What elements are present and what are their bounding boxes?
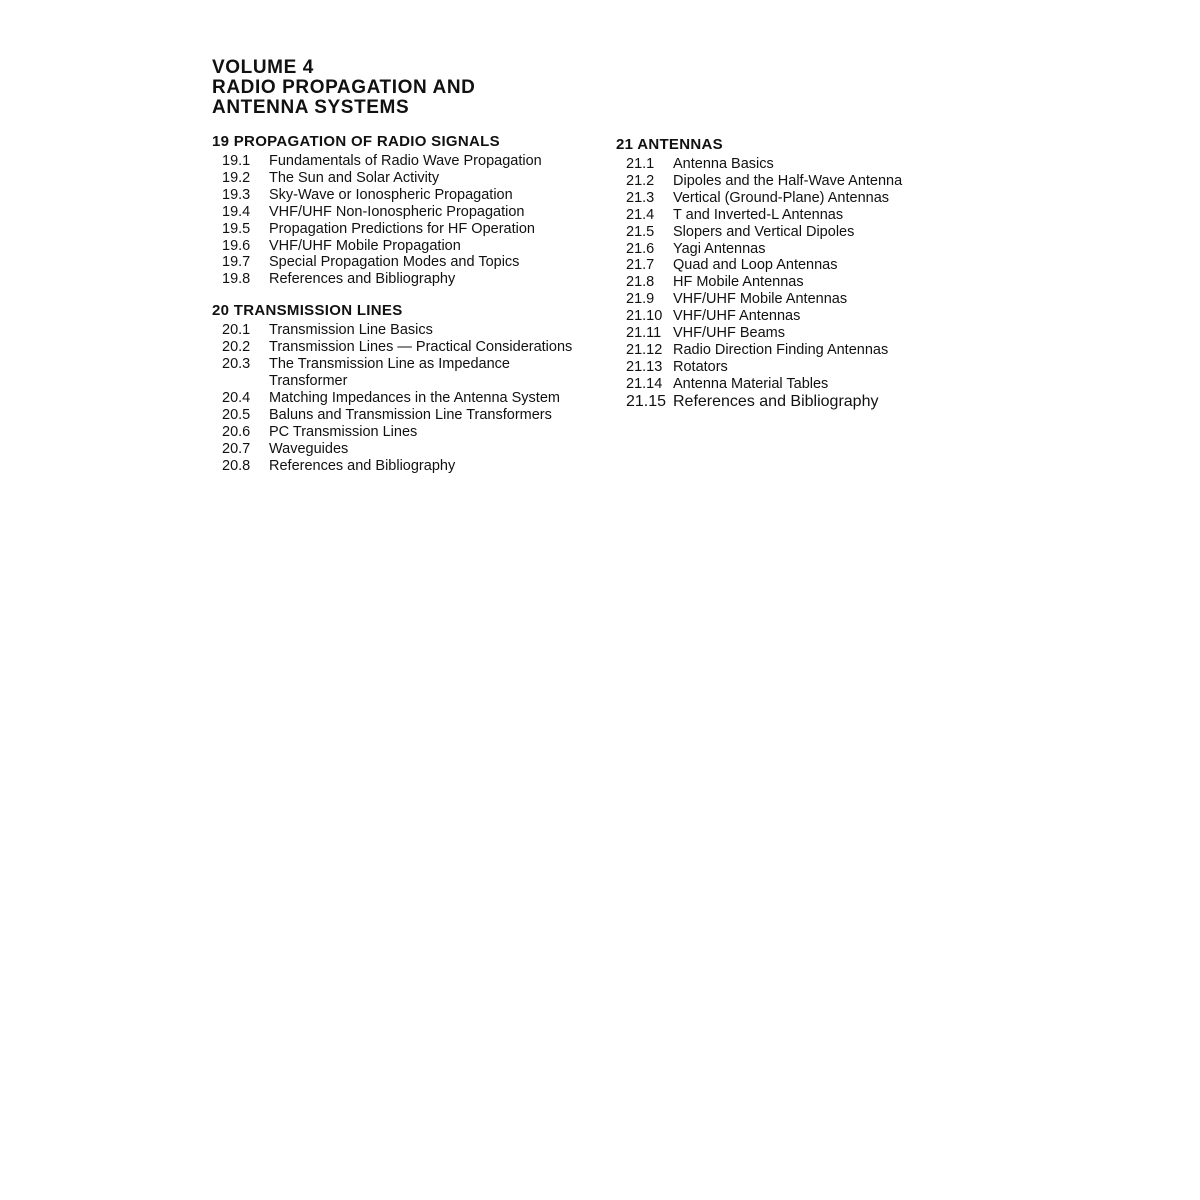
entry-number: 21.5 [626, 223, 655, 240]
entry-number: 21.1 [626, 156, 655, 172]
entry-number: 20.6 [222, 423, 251, 440]
entry-number: 21.8 [626, 274, 655, 291]
volume-title-line-1: VOLUME 4 [212, 57, 314, 78]
entry-title: Sky-Wave or Ionospheric Propagation [269, 186, 513, 203]
entry-number: 20.4 [222, 389, 251, 406]
left-column [212, 133, 592, 474]
entry-title: Yagi Antennas [673, 240, 766, 257]
entry-number: 21.4 [626, 206, 655, 223]
entry-number: 19.6 [222, 237, 251, 254]
toc-entry[interactable] [626, 342, 936, 359]
volume-title [212, 58, 475, 118]
entry-number: 21.2 [626, 172, 655, 189]
chapter-heading: 20 TRANSMISSION LINES [212, 302, 403, 320]
chapter-19 [212, 133, 592, 288]
toc-entry[interactable] [626, 207, 936, 224]
chapter-heading: 21 ANTENNAS [616, 136, 723, 153]
entry-number: 19.8 [222, 271, 251, 288]
entry-number: 21.6 [626, 240, 655, 257]
entry-title: VHF/UHF Mobile Propagation [269, 237, 461, 254]
chapter-entries [626, 156, 936, 411]
toc-entry[interactable] [222, 254, 592, 271]
entry-title: References and Bibliography [269, 271, 456, 288]
toc-entry[interactable] [626, 274, 936, 291]
entry-title: Special Propagation Modes and Topics [269, 254, 520, 271]
toc-entry[interactable] [626, 156, 936, 173]
toc-entry[interactable] [222, 322, 592, 339]
entry-number: 21.12 [626, 341, 663, 358]
entry-number: 21.10 [626, 308, 663, 325]
entry-title: Vertical (Ground-Plane) Antennas [673, 189, 890, 206]
chapter-entries [222, 153, 592, 288]
entry-title: Transmission Lines — Practical Considerations [269, 339, 573, 356]
toc-entry[interactable] [222, 356, 592, 390]
toc-entry[interactable] [222, 390, 592, 407]
entry-number: 19.7 [222, 254, 251, 271]
entry-number: 21.13 [626, 358, 663, 375]
entry-title: References and Bibliography [269, 457, 456, 474]
entry-title: Radio Direction Finding Antennas [673, 341, 889, 358]
entry-title: Waveguides [269, 440, 349, 457]
volume-title-line-3: ANTENNA SYSTEMS [212, 97, 410, 118]
toc-entry[interactable] [626, 241, 936, 258]
toc-entry[interactable] [626, 325, 936, 342]
chapter-heading: 19 PROPAGATION OF RADIO SIGNALS [212, 133, 500, 150]
toc-entry[interactable] [222, 407, 592, 424]
toc-entry[interactable] [626, 291, 936, 308]
entry-title: Dipoles and the Half-Wave Antenna [673, 172, 903, 189]
toc-entry[interactable] [222, 424, 592, 441]
entry-number: 20.8 [222, 457, 251, 474]
entry-title: VHF/UHF Beams [673, 325, 785, 342]
toc-entry[interactable] [626, 376, 936, 393]
entry-number: 20.1 [222, 322, 251, 339]
toc-entry[interactable] [222, 153, 592, 170]
entry-number: 19.1 [222, 153, 251, 169]
toc-entry[interactable] [222, 204, 592, 221]
entry-title: VHF/UHF Antennas [673, 308, 801, 325]
entry-title: VHF/UHF Non-Ionospheric Propagation [269, 203, 525, 220]
entry-title: The Sun and Solar Activity [269, 169, 440, 186]
entry-title: Matching Impedances in the Antenna System [269, 389, 560, 406]
entry-number: 21.3 [626, 189, 655, 206]
entry-number: 21.15 [626, 392, 667, 410]
entry-number: 19.3 [222, 186, 251, 203]
entry-title: HF Mobile Antennas [673, 274, 804, 291]
entry-title: Slopers and Vertical Dipoles [673, 223, 855, 240]
entry-number: 20.3 [222, 356, 251, 373]
toc-entry[interactable] [626, 257, 936, 274]
entry-number: 21.7 [626, 257, 655, 274]
toc-entry[interactable] [222, 170, 592, 187]
chapter-20 [212, 302, 592, 474]
entry-title: Fundamentals of Radio Wave Propagation [269, 153, 542, 169]
entry-title: PC Transmission Lines [269, 423, 418, 440]
entry-number: 19.4 [222, 203, 251, 220]
entry-title: T and Inverted-L Antennas [673, 206, 844, 223]
toc-entry[interactable] [222, 339, 592, 356]
entry-number: 21.14 [626, 375, 663, 392]
toc-entry[interactable] [626, 359, 936, 376]
toc-entry[interactable] [222, 238, 592, 255]
toc-entry[interactable] [222, 187, 592, 204]
chapter-21 [616, 136, 936, 411]
toc-entry[interactable] [626, 308, 936, 325]
toc-entry[interactable] [626, 224, 936, 241]
entry-number: 19.5 [222, 220, 251, 237]
entry-title: Rotators [673, 358, 728, 375]
entry-number: 21.11 [626, 325, 662, 342]
entry-number: 20.7 [222, 440, 251, 457]
entry-number: 21.9 [626, 291, 655, 308]
toc-entry[interactable] [222, 271, 592, 288]
entry-title: Propagation Predictions for HF Operation [269, 220, 535, 237]
toc-entry[interactable] [222, 458, 592, 475]
toc-entry[interactable] [626, 173, 936, 190]
entry-number: 19.2 [222, 169, 251, 186]
toc-entry[interactable] [626, 190, 936, 207]
right-column [616, 136, 936, 411]
entry-title: Quad and Loop Antennas [673, 257, 838, 274]
entry-title: Transmission Line Basics [269, 322, 433, 339]
toc-entry[interactable] [626, 393, 936, 411]
volume-title-line-2: RADIO PROPAGATION AND [212, 77, 476, 98]
toc-entry[interactable] [222, 441, 592, 458]
entry-title: Baluns and Transmission Line Transformers [269, 406, 552, 423]
entry-number: 20.2 [222, 339, 251, 356]
entry-title: Antenna Basics [673, 156, 774, 172]
entry-title: The Transmission Line as Impedance Transformer [269, 356, 510, 389]
chapter-entries [222, 322, 592, 474]
entry-title: Antenna Material Tables [673, 375, 829, 392]
entry-title: VHF/UHF Mobile Antennas [673, 291, 848, 308]
entry-title: References and Bibliography [673, 392, 879, 410]
toc-entry[interactable] [222, 221, 592, 238]
entry-number: 20.5 [222, 406, 251, 423]
